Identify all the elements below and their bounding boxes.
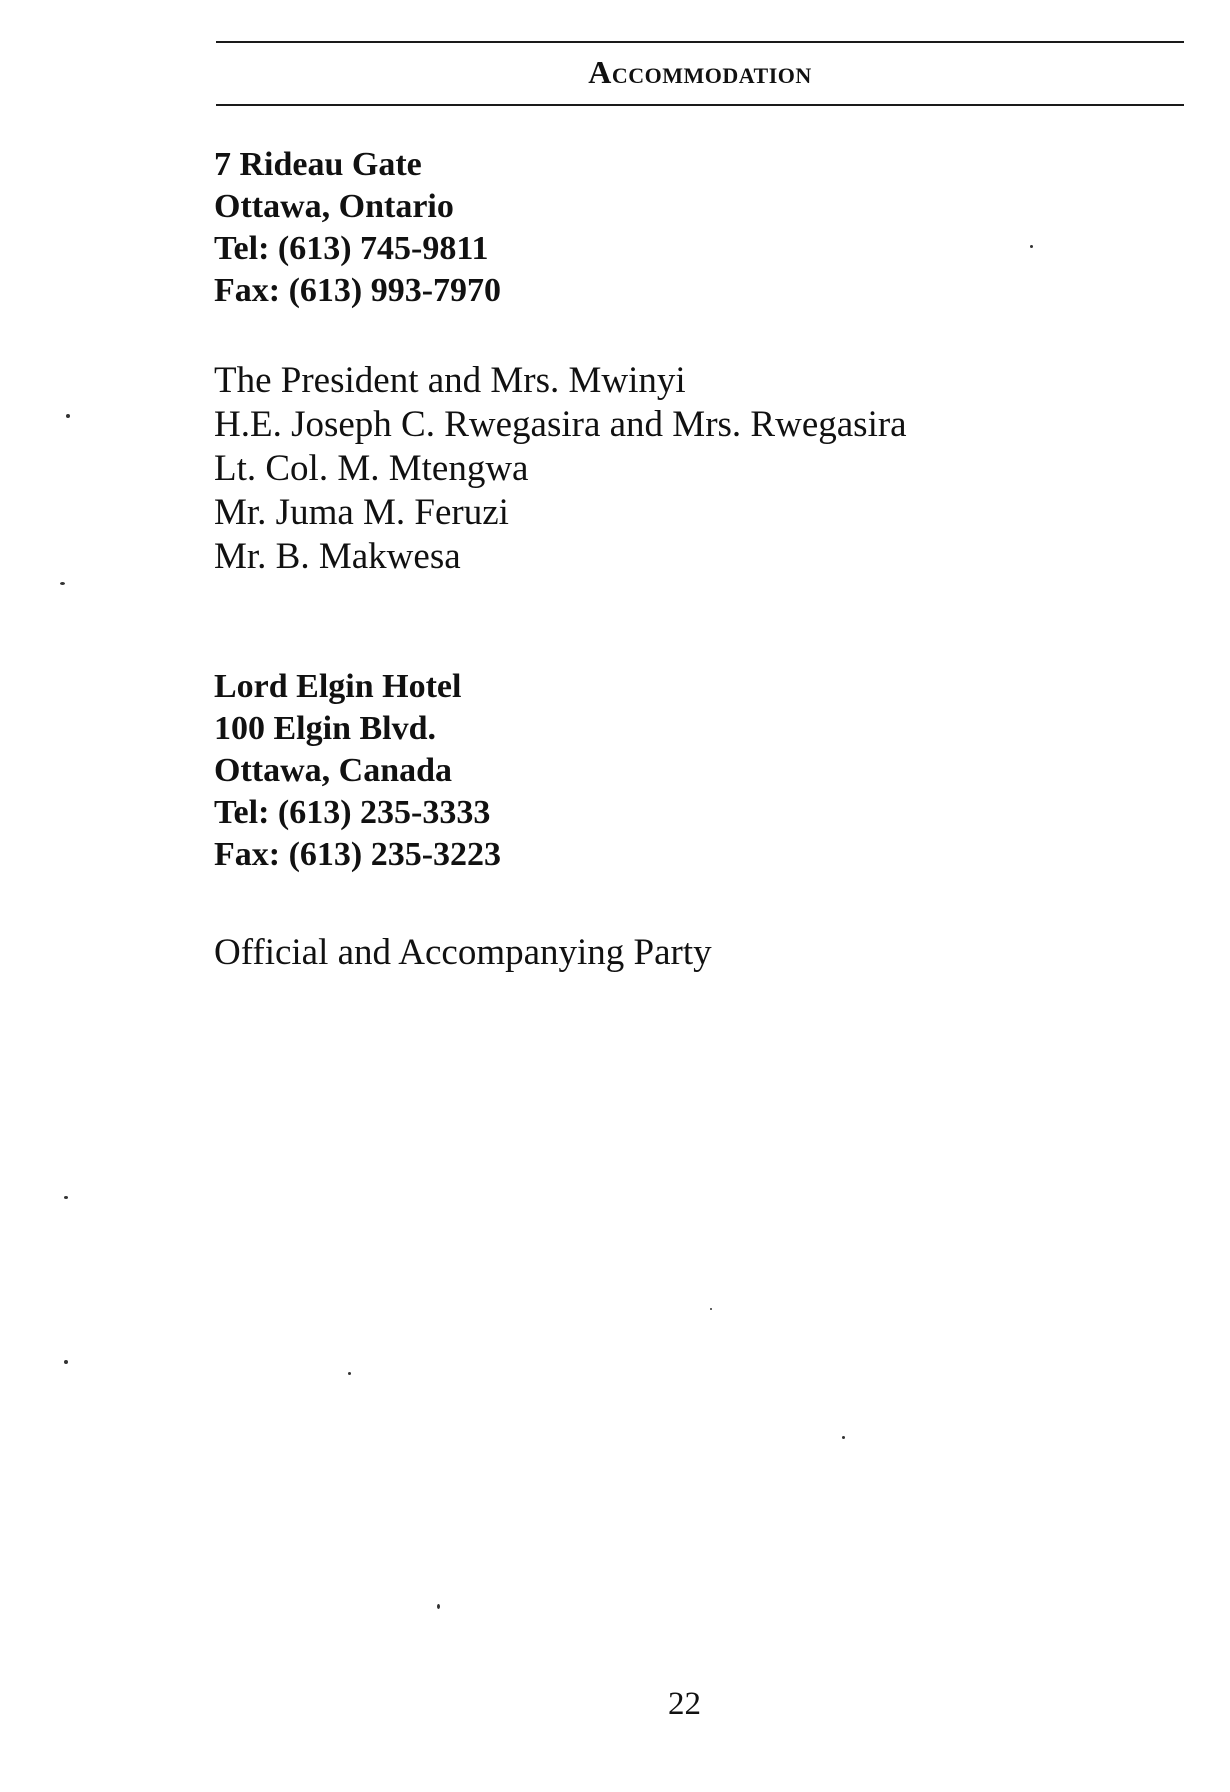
hotel-street-line: 100 Elgin Blvd.	[214, 710, 437, 747]
scan-speck	[60, 582, 65, 585]
residence-city-line: Ottawa, Ontario	[214, 188, 454, 225]
guest-list-item: Official and Accompanying Party	[214, 932, 712, 973]
scan-speck	[64, 1360, 68, 1364]
scan-speck	[710, 1308, 712, 1310]
header-bottom-rule	[216, 104, 1184, 106]
residence-tel-line: Tel: (613) 745-9811	[214, 230, 489, 267]
hotel-city-line: Ottawa, Canada	[214, 752, 453, 789]
hotel-guest-list	[214, 931, 712, 975]
guest-list-item: Mr. Juma M. Feruzi	[214, 492, 509, 533]
page-heading: Accommodation	[588, 54, 812, 90]
hotel-fax-line: Fax: (613) 235-3223	[214, 836, 502, 873]
scan-speck	[1030, 245, 1033, 248]
residence-address-line: 7 Rideau Gate	[214, 146, 422, 183]
residence-fax-line: Fax: (613) 993-7970	[214, 272, 502, 309]
hotel-name-line: Lord Elgin Hotel	[214, 668, 462, 705]
page-number: 22	[668, 1686, 701, 1722]
residence-address-block	[214, 144, 501, 312]
hotel-tel-line: Tel: (613) 235-3333	[214, 794, 491, 831]
residence-guest-list	[214, 359, 907, 579]
scan-speck	[66, 414, 70, 418]
scan-speck	[437, 1604, 440, 1609]
hotel-address-block	[214, 666, 501, 876]
header-top-rule	[216, 41, 1184, 43]
guest-list-item: Lt. Col. M. Mtengwa	[214, 448, 529, 489]
guest-list-item: H.E. Joseph C. Rwegasira and Mrs. Rwegasira	[214, 404, 907, 445]
scan-speck	[842, 1436, 845, 1439]
scan-speck	[64, 1196, 68, 1199]
scan-speck	[348, 1372, 351, 1375]
guest-list-item: The President and Mrs. Mwinyi	[214, 360, 686, 401]
guest-list-item: Mr. B. Makwesa	[214, 536, 461, 577]
